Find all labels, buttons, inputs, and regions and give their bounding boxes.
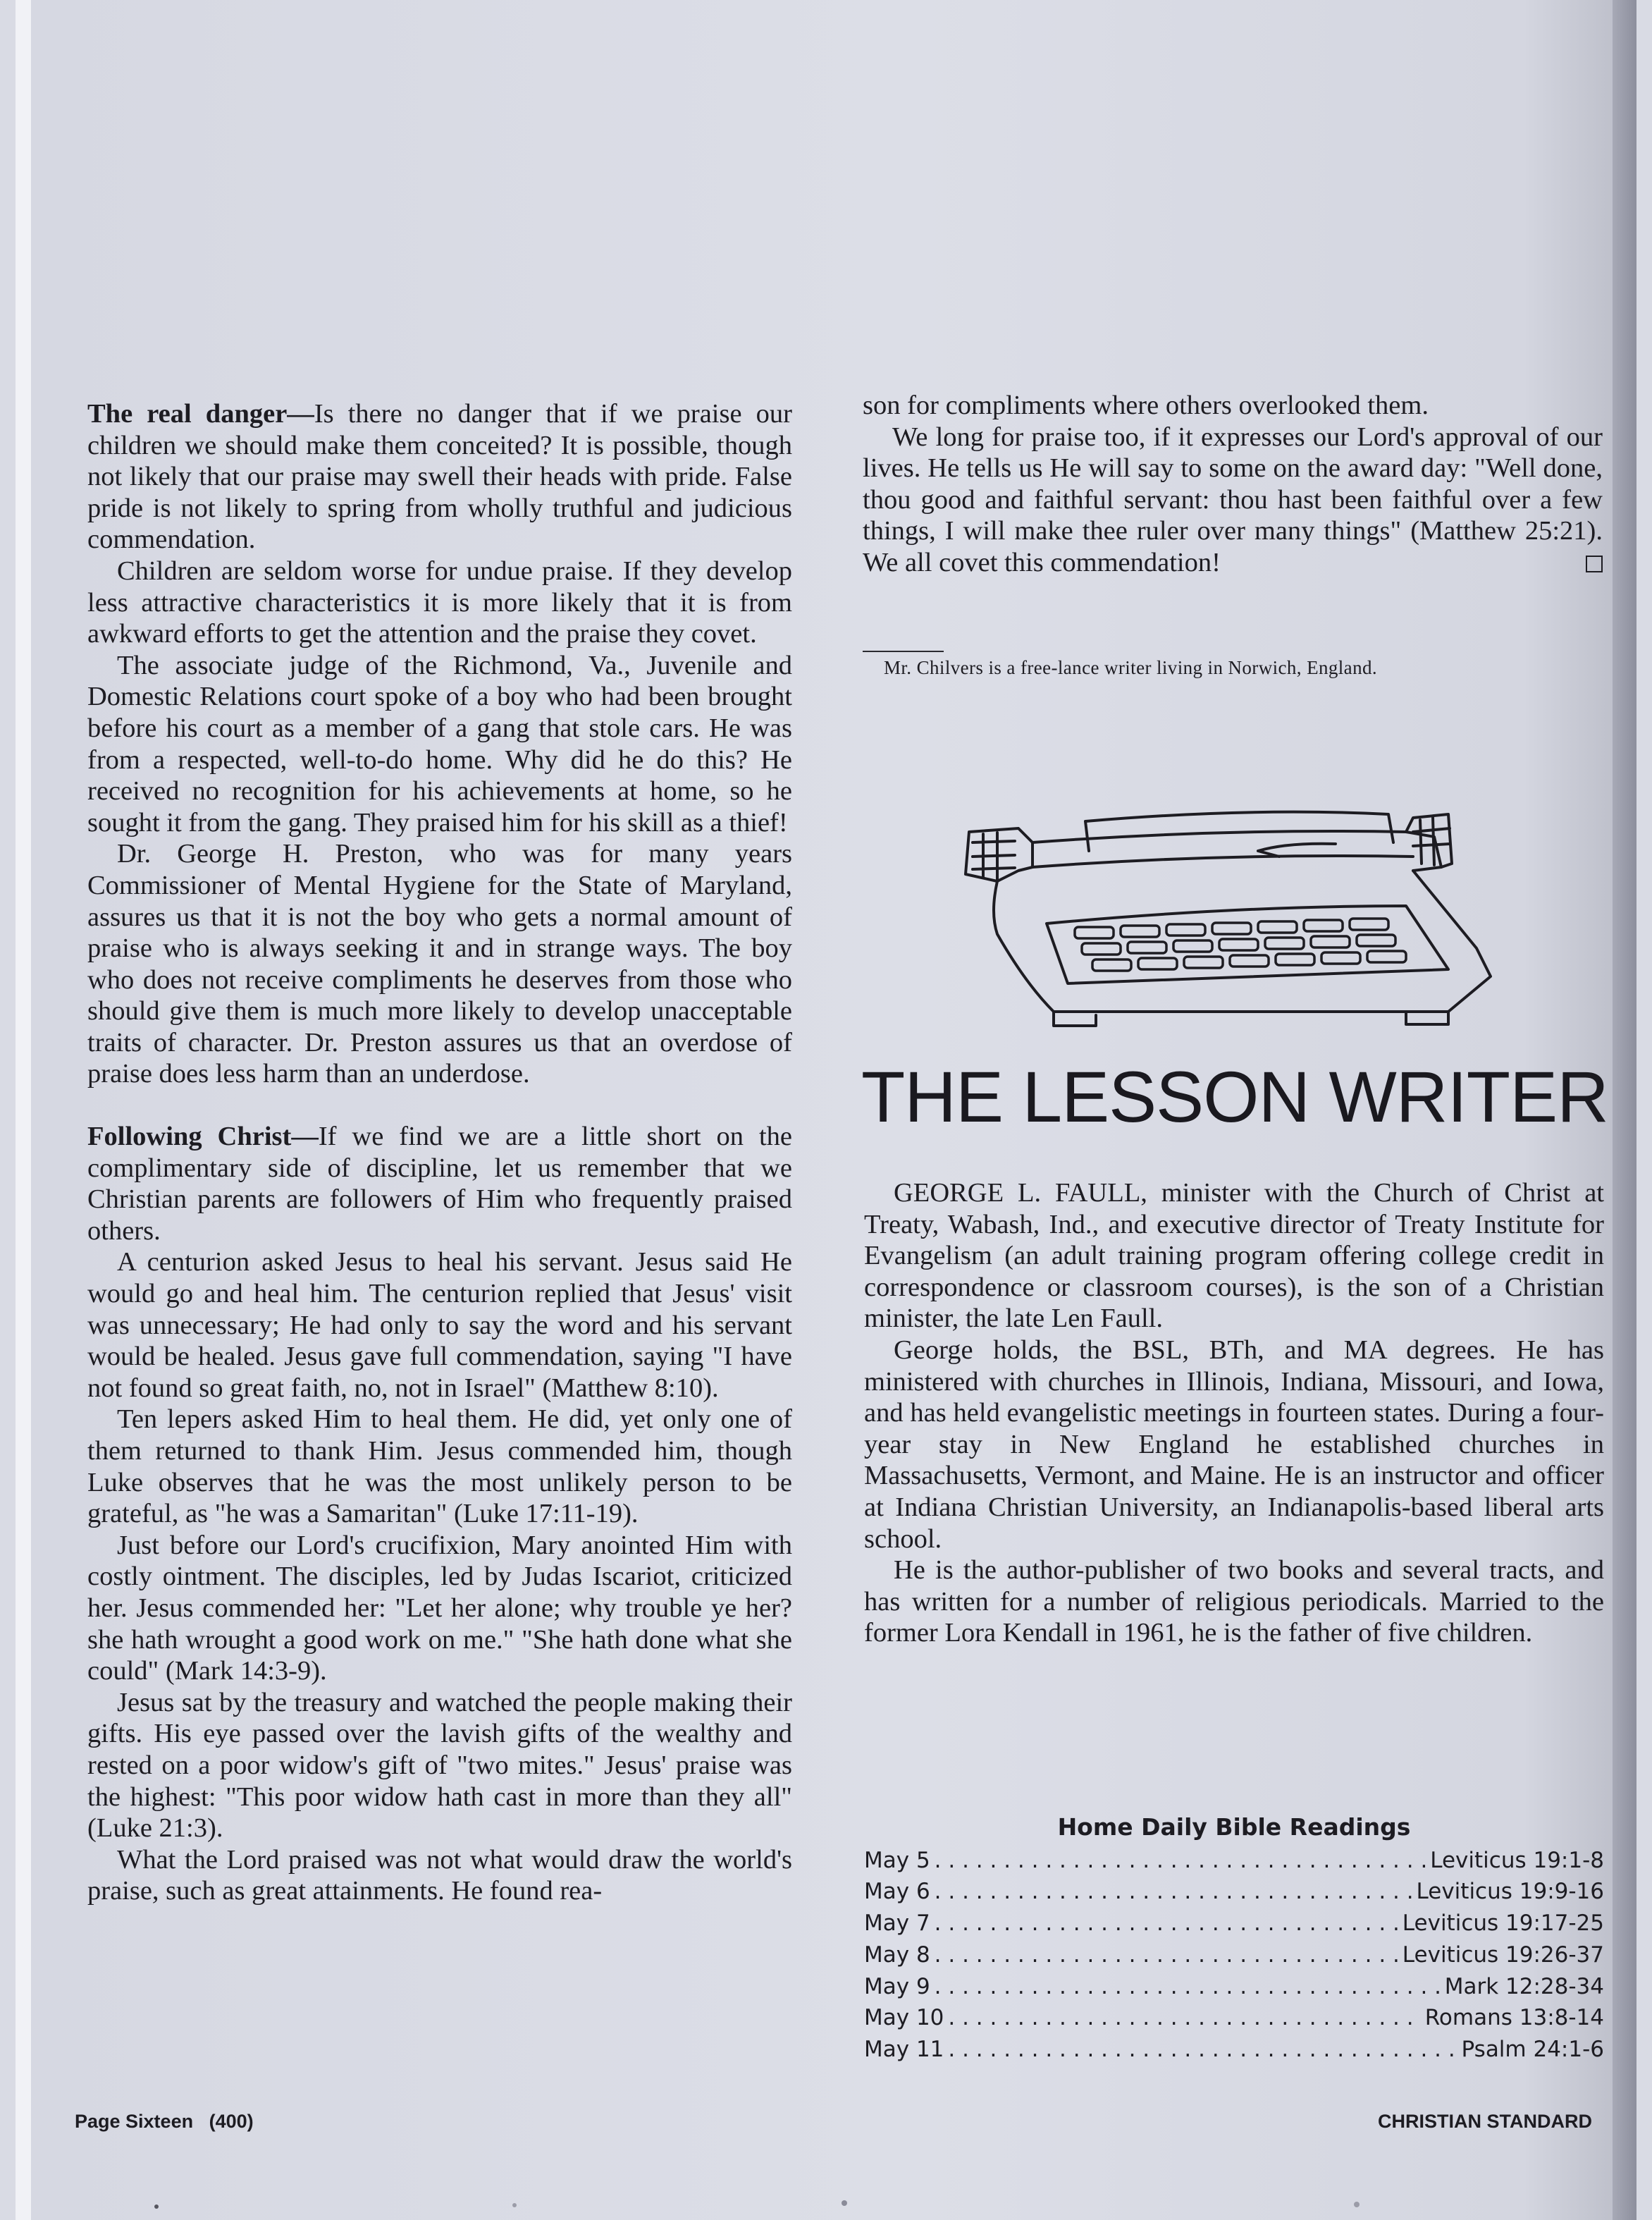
paragraph: Jesus sat by the treasury and watched the people making their gifts. His eye passed over the lavish gifts of the wealthy and rested on a poor widow's gift of "two mites." Jesus' praise was the highest: "This poor widow hath cast in more than they all" (Luke 21:3). xyxy=(87,1687,792,1844)
reading-date: May 10 xyxy=(864,2005,944,2031)
dot-leader xyxy=(935,1845,1426,1877)
lesson-writer-title: THE LESSON WRITER xyxy=(861,1057,1608,1137)
paragraph: Just before our Lord's crucifixion, Mary anointed Him with costly ointment. The disciples, led by Judas Iscariot, criticized her. Jesus commended her: "Let her alone; why trouble ye her? she hath wrought a good work on me." "She hath done what she could" (Mark 14:3-9). xyxy=(87,1530,792,1686)
reading-row xyxy=(864,1908,1604,1939)
reading-date: May 9 xyxy=(864,1973,930,1999)
typewriter-illustration xyxy=(955,800,1512,1033)
readings-title: Home Daily Bible Readings xyxy=(1057,1813,1411,1841)
reading-reference: Leviticus 19:17-25 xyxy=(1402,1911,1604,1937)
right-article-column xyxy=(863,390,1603,579)
right-knob xyxy=(1406,814,1452,867)
paragraph: Children are seldom worse for undue praise. If they develop less attractive characteristics it is more likely that it is from awkward efforts to get the attention and the praise they covet. xyxy=(87,556,792,649)
footnote-rule xyxy=(863,651,944,652)
section-heading: Following Christ— xyxy=(87,1122,319,1152)
reading-row xyxy=(864,2002,1604,2034)
reading-row xyxy=(864,1939,1604,1971)
lesson-writer-bio xyxy=(864,1177,1604,1649)
reading-row xyxy=(864,1845,1604,1877)
dot-leader xyxy=(935,1971,1441,2003)
reading-date: May 11 xyxy=(864,2036,944,2062)
paragraph: What the Lord praised was not what would draw the world's praise, such as great attainments. He found rea- xyxy=(87,1844,792,1906)
reading-date: May 7 xyxy=(864,1911,930,1937)
dot-leader xyxy=(935,1876,1412,1908)
paragraph: Dr. George H. Preston, who was for many years Commissioner of Mental Hygiene for the State of Maryland, assures us that it is not the boy who gets a normal amount of praise who is always seeking it and in strange ways. The boy who does not receive compliments he deserves from those who should give them is much more likely to develop unacceptable traits of character. Dr. Preston assures us that an overdose of praise does less harm than an underdose. xyxy=(87,839,792,1089)
bible-readings-box xyxy=(864,1812,1604,2066)
page-right-shadow xyxy=(1613,0,1636,2220)
paragraph-text: If we find we are a little short on the complimentary side of discipline, let us remember that we Christian parents are followers of Him who frequently praised others. xyxy=(87,1122,792,1246)
paragraph xyxy=(863,422,1603,579)
paragraph: GEORGE L. FAULL, minister with the Church of Christ at Treaty, Wabash, Ind., and executive director of Treaty Institute for Evangelism (an adult training program offering college credit in correspondence or classroom courses), is the son of a Christian minister, the late Len Faull. xyxy=(864,1178,1604,1334)
paragraph-text: We long for praise too, if it expresses our Lord's approval of our lives. He tells us He will say to some on the award day: "Well done, thou good and faithful servant: thou hast been faithful over a few things, I will make thee ruler over many things" (Matthew 25:21). We all covet this commendation! xyxy=(863,422,1603,577)
page-left-edge xyxy=(16,0,31,2220)
paragraph xyxy=(87,1121,792,1246)
reading-reference: Psalm 24:1-6 xyxy=(1461,2036,1604,2062)
dot-leader xyxy=(935,1908,1398,1939)
reading-reference: Mark 12:28-34 xyxy=(1444,1973,1604,1999)
paragraph: The associate judge of the Richmond, Va., Juvenile and Domestic Relations court spoke of a boy who had been brought before his court as a member of a gang that stole cars. He was from a respected, well-to-do home. Why did he do this? He received no recognition for his achievements at home, so he sought it from the gang. They praised him for his skill as a thief! xyxy=(87,650,792,838)
reading-date: May 8 xyxy=(864,1942,930,1968)
paragraph: George holds, the BSL, BTh, and MA degrees. He has ministered with churches in Illinois, Indiana, Missouri, and Iowa, and has held evangelistic meetings in fourteen states. During a four-year stay in New England he established churches in Massachusetts, Vermont, and Maine. He is an instructor and officer at Indiana Christian University, an Indianapolis-based liberal arts school. xyxy=(864,1335,1604,1554)
reading-row xyxy=(864,1971,1604,2003)
reading-reference: Leviticus 19:26-37 xyxy=(1402,1942,1604,1968)
dot-leader xyxy=(948,2034,1457,2066)
publication-name-footer: CHRISTIAN STANDARD xyxy=(1378,2111,1592,2132)
paragraph: son for compliments where others overlooked them. xyxy=(863,391,1429,420)
paragraph xyxy=(87,398,792,556)
reading-reference: Romans 13:8-14 xyxy=(1424,2005,1604,2031)
reading-date: May 6 xyxy=(864,1879,930,1905)
reading-row xyxy=(864,2034,1604,2066)
reading-row xyxy=(864,1876,1604,1908)
paragraph-text: Is there no danger that if we praise our children we should make them conceited? It is possible, though not likely that our praise may swell their heads with pride. False pride is not likely to spring from wholly truthful and judicious commendation. xyxy=(87,399,792,555)
typewriter-body xyxy=(994,871,1491,1012)
feet xyxy=(1054,1012,1448,1026)
reading-reference: Leviticus 19:1-8 xyxy=(1430,1847,1604,1873)
keys xyxy=(1075,919,1406,971)
paragraph: He is the author-publisher of two books and several tracts, and has written for a number of religious periodicals. Married to the former Lora Kendall in 1961, he is the father of five children. xyxy=(864,1555,1604,1648)
paragraph: Ten lepers asked Him to heal them. He did, yet only one of them returned to thank Him. Jesus commended him, though Luke observes that he was the most unlikely person to be grateful, as "he was a Samaritan" (Luke 17:11-19). xyxy=(87,1404,792,1529)
platen-lower xyxy=(1032,856,1413,867)
section-heading: The real danger— xyxy=(87,399,314,429)
left-article-column xyxy=(87,398,792,1907)
reading-date: May 5 xyxy=(864,1847,930,1873)
platen xyxy=(1032,831,1441,871)
end-mark-icon xyxy=(1586,556,1603,572)
page-number-footer: Page Sixteen (400) xyxy=(75,2111,254,2132)
left-knob-ridges xyxy=(973,833,1015,881)
paragraph: A centurion asked Jesus to heal his servant. Jesus said He would go and heal him. The centurion replied that Jesus' visit was unnecessary; He had only to say the word and his servant would be healed. Jesus gave full commendation, saying "I have not found so great faith, no, not in Israel" (Matthew 8:10). xyxy=(87,1247,792,1403)
dot-leader xyxy=(935,1939,1398,1971)
dot-leader xyxy=(948,2002,1420,2034)
scan-specks xyxy=(0,2185,1652,2220)
reading-reference: Leviticus 19:9-16 xyxy=(1416,1879,1604,1905)
author-footnote: Mr. Chilvers is a free-lance writer living in Norwich, England. xyxy=(884,657,1378,678)
